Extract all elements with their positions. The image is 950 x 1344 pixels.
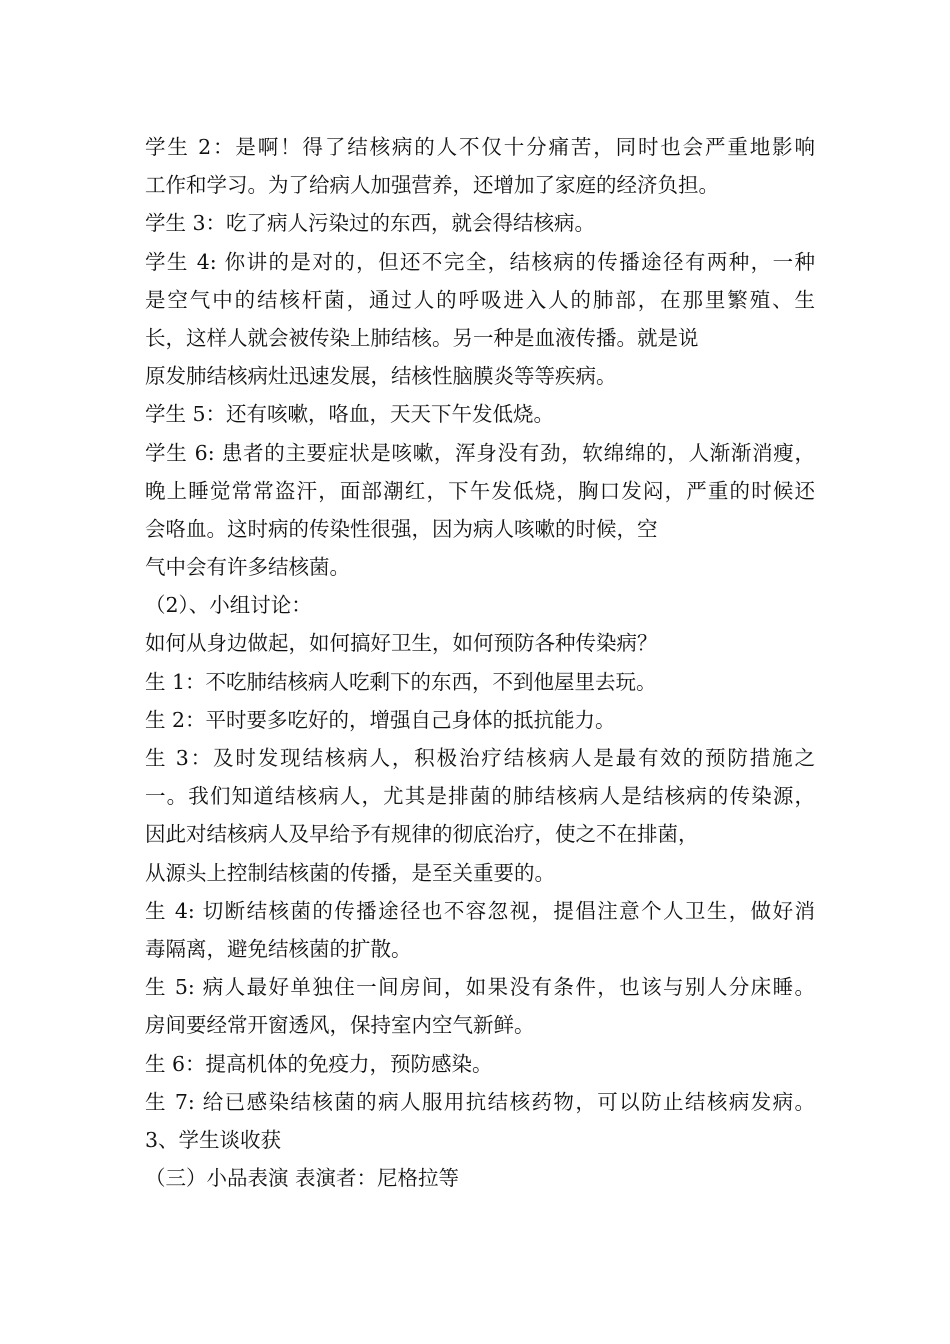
section-heading: 3、学生谈收获 — [145, 1127, 282, 1152]
paragraph-line: 一。我们知道结核病人，尤其是排菌的肺结核病人是结核病的传染源， — [145, 784, 815, 809]
paragraph-line: 长，这样人就会被传染上肺结核。另一种是血液传播。就是说 — [145, 325, 699, 350]
paragraph-line: 学生 5：还有咳嗽，咯血，天天下午发低烧。 — [145, 402, 555, 427]
paragraph-line: 生 3：及时发现结核病人，积极治疗结核病人是最有效的预防措施之 — [145, 746, 815, 770]
paragraph-line: 从源头上控制结核菌的传播，是至关重要的。 — [145, 860, 555, 885]
paragraph-line: 生 2：平时要多吃好的，增强自己身体的抵抗能力。 — [145, 707, 616, 732]
paragraph-line: 是空气中的结核杆菌，通过人的呼吸进入人的肺部，在那里繁殖、生 — [145, 287, 815, 312]
paragraph-line: 气中会有许多结核菌。 — [145, 555, 350, 580]
paragraph-line: 原发肺结核病灶迅速发展，结核性脑膜炎等等疾病。 — [145, 364, 617, 389]
paragraph-line: 学生 2：是啊！得了结核病的人不仅十分痛苦，同时也会严重地影响 — [145, 135, 815, 159]
paragraph-line: 生 4: 切断结核菌的传播途径也不容忽视，提倡注意个人卫生，做好消 — [145, 898, 815, 923]
body-text — [145, 128, 815, 1197]
paragraph-line: 会咯血。这时病的传染性很强，因为病人咳嗽的时候，空 — [145, 516, 658, 541]
paragraph-line: 生 6：提高机体的免疫力，预防感染。 — [145, 1051, 493, 1076]
paragraph-line: 学生 6: 患者的主要症状是咳嗽，浑身没有劲，软绵绵的，人渐渐消瘦， — [145, 440, 815, 465]
paragraph-line: 生 7: 给已感染结核菌的病人服用抗结核药物，可以防止结核病发病。 — [145, 1089, 815, 1114]
paragraph-line: 房间要经常开窗透风，保持室内空气新鲜。 — [145, 1013, 535, 1038]
paragraph-line: 工作和学习。为了给病人加强营养，还增加了家庭的经济负担。 — [145, 173, 719, 198]
paragraph-line: 因此对结核病人及早给予有规律的彻底治疗，使之不在排菌， — [145, 822, 699, 847]
paragraph-line: 毒隔离，避免结核菌的扩散。 — [145, 936, 412, 961]
paragraph-line: 学生 4: 你讲的是对的，但还不完全，结核病的传播途径有两种，一种 — [145, 249, 815, 274]
paragraph-line: 晚上睡觉常常盗汗，面部潮红，下午发低烧，胸口发闷，严重的时候还 — [145, 478, 815, 503]
section-heading: （2）、小组讨论： — [145, 593, 312, 618]
section-heading: （三）小品表演 表演者：尼格拉等 — [145, 1166, 460, 1191]
paragraph-line: 学生 3：吃了病人污染过的东西，就会得结核病。 — [145, 211, 596, 236]
paragraph-line: 如何从身边做起，如何搞好卫生，如何预防各种传染病？ — [145, 631, 658, 656]
paragraph-line: 生 5: 病人最好单独住一间房间，如果没有条件，也该与别人分床睡。 — [145, 975, 815, 1000]
paragraph-line: 生 1：不吃肺结核病人吃剩下的东西，不到他屋里去玩。 — [145, 669, 657, 694]
